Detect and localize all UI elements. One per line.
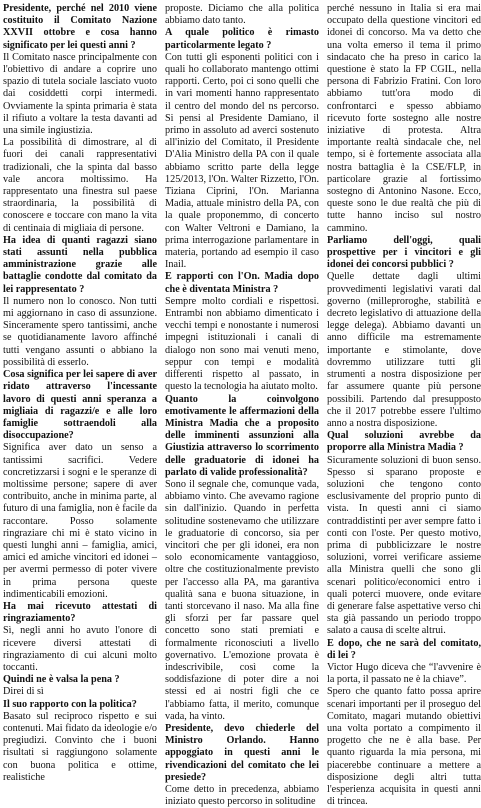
interview-answer: Il numero non lo conosco. Non tutti mi aggiornano in caso di assunzione. Sinceramente spero tantissimi, anche se quotidianamente lavoro affinché tutti vengano assunti o abbiano la possibilità di esserlo. [3,295,157,368]
interview-question: A quale politico è rimasto particolarmente legato ? [165,27,319,51]
interview-answer: Quelle dettate dagli ultimi provvedimenti legislativi varati dal governo (milleproroghe, stabilità e decreto legislativo di attuazione della legge delega). Abbiamo davanti un anno difficile ma estremamente importante e stimolante, dove dovremmo utilizzare tutti gli strumenti a nostra disposizione per far assumere quante più persone possibili. Partendo dal presupposto che il 2017 potrebbe essere l'ultimo anno a nostra disposizione. [327,271,481,429]
interview-answer: Direi di sì [3,686,44,698]
article-columns [3,3,481,808]
interview-answer: Sì, negli anni ho avuto l'onore di ricevere diversi attestati di ringraziamento di cui alcuni molto toccanti. [3,625,157,673]
interview-answer: La possibilità di dimostrare, al di fuori dei canali rappresentativi tradizionali, che la spinta dal basso vale ancora moltissimo. Ha rappresentato una finestra sul paese straordinaria, la possibilità di conoscere e toccare con mano la vita di centinaia di migliaia di persone. [3,137,157,234]
interview-question: Presidente, perché nel 2010 viene costituito il Comitato Nazione XXVII ottobre e cosa hanno significato per lei questi anni ? [3,3,157,51]
column-2 [165,3,319,808]
interview-question: Presidente, devo chiederle del Ministro Orlando. Hanno appoggiato in questi anni le rivendicazioni del comitato che lei presiede? [165,722,319,783]
column-3 [327,3,481,808]
interview-answer: Spero che quanto fatto possa aprire scenari importanti per il proseguo del Comitato, magari mutando obiettivi una volta portato a compimento il progetto che ne è alla base. Per quanto riguarda la mia persona, mi piacerebbe continuare a mettere a disposizione degli altri tutta l'esperienza acquisita in questi anni di trincea. [327,686,481,808]
interview-answer: Con tutti gli esponenti politici con i quali ho collaborato mantengo ottimi rapporti. Certo, poi ci sono quelli che in vari momenti hanno rappresentato il centro del mondo del ns percorso. Si pensi al Presidente Damiano, il primo in assoluto ad averci sostenuto all'inizio del Comitato, il Presidente D'Alia Ministro della PA con il quale abbiamo scritto parte della legge 125/2013, l'On. Walter Rizzetto, l'On. Tiziana Ciprini, l'On. Marianna Madia, attuale ministro della PA, con la quale proponemmo, di concerto con Walter Veltroni e Damiano, la prima interrogazione parlamentare in materia, portando ad esempio il caso Inail. [165,51,319,271]
interview-question: Parliamo dell'oggi, quali prospettive per i vincitori e gli idonei dei concorsi pubblici ? [327,234,481,271]
interview-question: Ha mai ricevuto attestati di ringraziamento? [3,600,157,625]
interview-question: Ha idea di quanti ragazzi siano stati assunti nella pubblica amministrazione grazie alle battaglie condotte dal comitato da lei rappresentato ? [3,234,157,295]
interview-answer: Come detto in precedenza, abbiamo iniziato questo percorso in solitudine [165,784,319,808]
interview-question: E dopo, che ne sarà del comitato, di lei ? [327,637,481,661]
interview-answer: Sempre molto cordiali e rispettosi. Entrambi non abbiamo dimenticato i vecchi tempi e nonostante i numerosi impegni istituzionali i canali di dialogo non sono mai venuti meno, seppur con tempi e modalità differenti rispetto al passato, in questo la tecnologia ha aiutato molto. [165,295,319,393]
interview-answer: Il Comitato nasce principalmente con l'obiettivo di andare a coprire uno spazio di tutela sociale lasciato vuoto dai cosiddetti corpi intermedi. Ovviamente la spinta primaria è stata il rifiuto a voltare la testa davanti ad una simile ingiustizia. [3,51,157,137]
column-1 [3,3,157,808]
interview-question: E rapporti con l'On. Madia dopo che è diventata Ministra ? [165,271,319,295]
interview-question: Il suo rapporto con la politica? [3,698,137,710]
interview-answer: Significa aver dato un senso a tantissimi sacrifici. Vedere concretizzarsi i sogni e le speranze di moltissime persone; sapere di aver contribuito, anche in minima parte, al futuro di una famiglia, non è facile da raccontare. Posso solamente ringraziare chi mi è stato vicino in questi lunghi anni – famiglia, amici, amici ed amiche vincitori ed idonei – per avermi permesso di poter vivere in prima persona queste indimenticabili emozioni. [3,442,157,600]
interview-answer: Victor Hugo diceva che “l'avvenire è la porta, il passato ne è la chiave”. [327,661,481,686]
interview-question: Quindi ne è valsa la pena ? [3,674,120,686]
interview-answer: perché nessuno in Italia si era mai occupato della questione vincitori ed idonei di concorso. Ma va detto che una volta emerso il tema il primo sindacato che ha preso in carico la questione è stato la FP CGIL, nella persona di Fabrizio Fratini. Con loro abbiamo tutt'ora modo di confrontarci e spesso abbiamo ricevuto forte sostegno alle nostre iniziative di protesta. Altra importante realtà sindacale che, nel tempo, si è fortemente associata alla nostra battaglia è la CSE/FLP, in particolare grazie al fortissimo sostegno di Antonino Nasone. Ecco, queste sono le due realtà che più di tutte hanno inciso sul nostro cammino. [327,3,481,234]
interview-question: Qual soluzioni avrebbe da proporre alla Ministra Madia ? [327,430,481,454]
interview-answer: Basato sul reciproco rispetto e sui contenuti. Mai fidato da ideologie e/o pregiudizi. Convinto che i buoni risultati si raggiungono solamente con buona politica e ottime, realistiche [3,710,157,783]
interview-answer: Sono il segnale che, comunque vada, abbiamo vinto. Che avevamo ragione sin dall'inizio. Quando in perfetta solitudine sostenevamo che utilizzare le graduatorie di concorso, sia per vincitori che per gli idonei, era non solo economicamente vantaggioso, oltre che costituzionalmente previsto per l'accesso alla PA, ma garantiva qualità sana e buona situazione, in tanti storcevano il naso. Ma alla fine gli sforzi per far passare quel concetto sono stati premiati e formalmente riconosciuti a livello governativo. L'emozione provata è indescrivibile, così come la soddisfazione di poter dire a noi stessi ed ai nostri figli che ce l'abbiamo fatta, il merito, comunque vada, ha vinto. [165,478,319,722]
interview-answer: Sicuramente soluzioni di buon senso. Spesso si sparano proposte e soluzioni che tengono conto esclusivamente del proprio punto di vista. In questi anni ci siamo contraddistinti per aver sempre fatto i conti con l'oste. Per questo motivo, prima di pubblicizzare le nostre soluzioni, vorrei verificare assieme alla Ministra quelli che sono gli scenari politico/economici entro i quali poterci muovere, onde evitare di generare false aspettative verso chi sta già passando un periodo troppo salato a causa di scelte altrui. [327,454,481,637]
interview-answer: proposte. Diciamo che alla politica abbiamo dato tanto. [165,3,319,27]
interview-question: Quanto la coinvolgono emotivamente le affermazioni della Ministra Madia che a proposito delle imminenti assunzioni alla Giustizia attraverso lo scorrimento delle graduatorie di idonei ha parlato di valide professionalità? [165,393,319,478]
interview-question: Cosa significa per lei sapere di aver ridato attraverso l'incessante lavoro di questi anni speranza a migliaia di ragazzi/e e alle loro famiglie sottraendoli alla disoccupazione? [3,369,157,442]
